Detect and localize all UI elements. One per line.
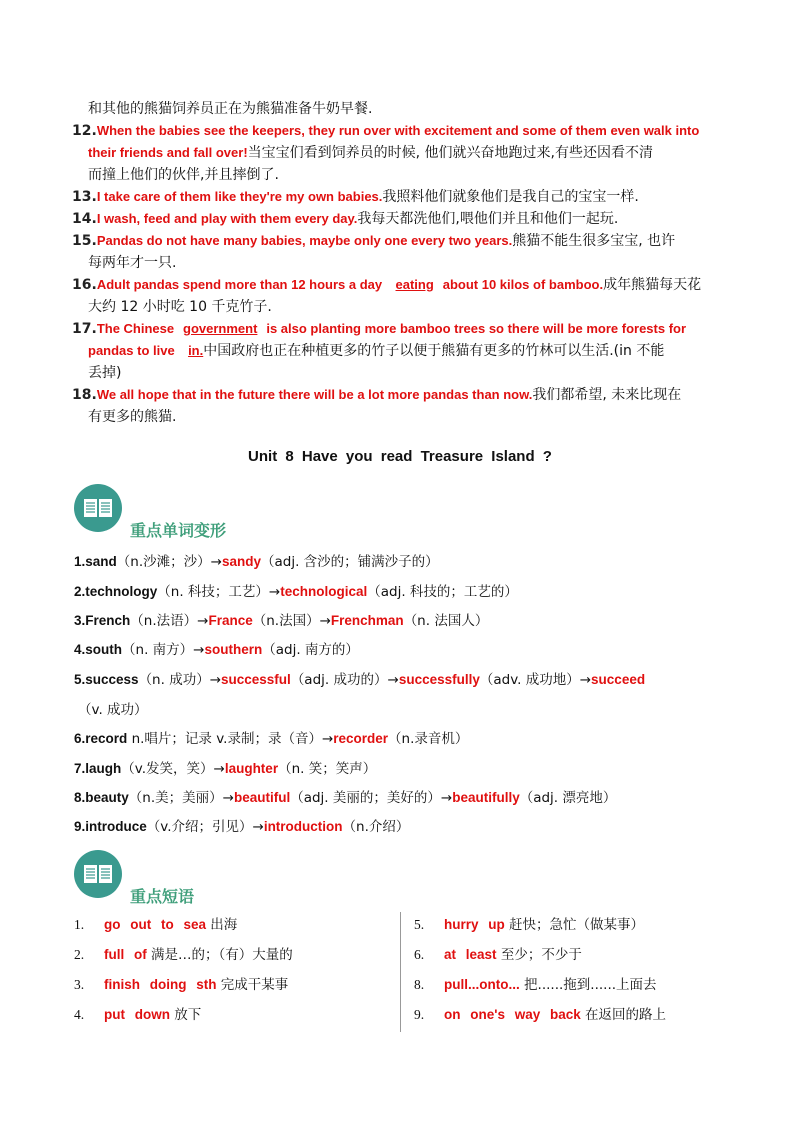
phrase-number: 6. (414, 947, 425, 962)
phrase-english: pull...onto... (444, 977, 520, 992)
vocab-gloss: （n.法国）→ (252, 613, 331, 629)
vocab-item (74, 729, 754, 749)
sentence-11-tail: 和其他的熊猫饲养员正在为熊猫准备牛奶早餐. (88, 101, 373, 117)
phrase-number: 2. (74, 947, 85, 962)
section-title-phrases: 重点短语 (130, 887, 195, 906)
phrase-number: 8. (414, 977, 425, 992)
vocab-gloss: （adj. 科技的；工艺的） (367, 584, 518, 600)
vocab-item (74, 759, 754, 779)
vocab-derived: introduction (263, 819, 343, 834)
phrase-english: at least (444, 947, 497, 962)
vocab-gloss: （adj. 南方的） (262, 642, 359, 658)
phrase-chinese: 把......拖到......上面去 (519, 977, 657, 993)
sentence-12-line3: 而撞上他们的伙伴,并且摔倒了. (88, 167, 279, 183)
vocab-gloss: （n. 笑；笑声） (278, 761, 377, 777)
phrase-english: put down (104, 1007, 170, 1022)
phrase-english: full of (104, 947, 147, 962)
vocab-gloss: （n. 南方）→ (122, 642, 205, 658)
phrase-chinese: 放下 (169, 1007, 202, 1023)
vocab-gloss: n.唱片；记录 v.录制；录（音）→ (127, 731, 334, 747)
vocab-derived: successfully (398, 672, 480, 687)
phrase-chinese: 完成干某事 (216, 977, 289, 993)
section-title-vocab: 重点单词变形 (130, 521, 227, 540)
phrase-english: go out to sea (104, 917, 206, 932)
sentence-12-line2: their friends and fall over!当宝宝们看到饲养员的时候, 他们就兴奋地跑过来,有些还因看不清 (88, 145, 654, 161)
vocab-derived: successful (221, 672, 291, 687)
sentence-15-line2: 每两年才一只. (88, 255, 177, 271)
sentence-17-line3: 丢掉) (88, 365, 122, 381)
phrase-item (74, 975, 288, 995)
vocab-gloss: （n.法语）→ (130, 613, 209, 629)
sentence-15: 15.Pandas do not have many babies, maybe only one every two years.熊猫不能生很多宝宝, 也许 (72, 233, 676, 249)
vocab-word: 2.technology (74, 584, 158, 599)
phrase-item (414, 915, 644, 935)
vocab-gloss: （n. 法国人） (403, 613, 489, 629)
vocab-gloss: （n.录音机） (388, 731, 469, 747)
vocab-item (74, 670, 754, 690)
phrase-number: 9. (414, 1007, 425, 1022)
vocab-gloss: （adj. 成功的）→ (290, 672, 399, 688)
vocab-word: 3.French (74, 613, 131, 628)
vocab-gloss: （v.介绍；引见）→ (146, 819, 264, 835)
vocab-item (74, 817, 754, 837)
vocab-word: 4.south (74, 642, 123, 657)
phrase-chinese: 在返回的路上 (580, 1007, 667, 1023)
vocab-derived: France (208, 613, 253, 628)
phrase-item (74, 945, 293, 965)
phrase-number: 4. (74, 1007, 85, 1022)
vocab-gloss: （adj. 含沙的；铺满沙子的） (260, 554, 439, 570)
vocab-gloss: （n.沙滩；沙）→ (116, 554, 222, 570)
vocab-derived: succeed (591, 672, 646, 687)
vocab-word: 6.record (74, 731, 128, 746)
vocab-word: 7.laugh (74, 761, 122, 776)
vocab-gloss: （adj. 美丽的；美好的）→ (290, 790, 453, 806)
vocab-gloss: （v.发笑，笑）→ (121, 761, 225, 777)
vocab-gloss: （n. 成功）→ (138, 672, 222, 688)
vocab-item (74, 552, 754, 572)
book-icon (74, 484, 122, 532)
vocab-item (74, 788, 754, 808)
phrase-item (74, 1005, 201, 1025)
sentence-18: 18.We all hope that in the future there will be a lot more pandas than now.我们都希望, 未来比现在 (72, 387, 682, 403)
sentence-17-line2: pandas to live in.中国政府也正在种植更多的竹子以便于熊猫有更多的竹林可以生活.(in 不能 (88, 343, 665, 359)
vocab-derived: technological (280, 584, 368, 599)
vocab-derived: southern (204, 642, 263, 657)
vocab-word: 1.sand (74, 554, 117, 569)
vocab-gloss: （n.介绍） (342, 819, 410, 835)
phrase-number: 5. (414, 917, 425, 932)
phrase-item (414, 945, 582, 965)
vocab-derived: Frenchman (330, 613, 404, 628)
vocab-item (74, 611, 754, 631)
sentence-12: 12.When the babies see the keepers, they run over with excitement and some of them even walk into (72, 123, 700, 139)
unit-title: Unit 8 Have you read Treasure Island ? (248, 448, 552, 465)
vocab-word: 8.beauty (74, 790, 129, 805)
phrase-english: hurry up (444, 917, 505, 932)
vocab-derived: laughter (224, 761, 279, 776)
sentence-13: 13.I take care of them like they're my own babies.我照料他们就象他们是我自己的宝宝一样. (72, 189, 639, 205)
phrase-chinese: 赶快；急忙（做某事） (504, 917, 645, 933)
vocab-derived: recorder (333, 731, 389, 746)
sentence-16: 16.Adult pandas spend more than 12 hours a day eating about 10 kilos of bamboo.成年熊猫每天花 (72, 277, 702, 293)
vocab-derived: beautiful (233, 790, 291, 805)
vocab-word: 5.success (74, 672, 139, 687)
vocab-item (74, 640, 754, 660)
phrase-item (414, 975, 657, 995)
vocab-gloss: （adv. 成功地）→ (479, 672, 592, 688)
vocab-gloss: （adj. 漂亮地） (519, 790, 617, 806)
book-icon (74, 850, 122, 898)
phrase-number: 1. (74, 917, 85, 932)
phrase-item (414, 1005, 666, 1025)
vocab-item (78, 700, 758, 720)
vocab-derived: sandy (221, 554, 261, 569)
vocab-gloss: （v. 成功） (78, 702, 148, 718)
phrase-item (74, 915, 237, 935)
column-divider (400, 912, 401, 1032)
phrase-number: 3. (74, 977, 85, 992)
vocab-derived: beautifully (452, 790, 520, 805)
sentence-14: 14.I wash, feed and play with them every day.我每天都洗他们,喂他们并且和他们一起玩. (72, 211, 619, 227)
sentence-17: 17.The Chinese government is also planting more bamboo trees so there will be more forests for (72, 321, 687, 337)
phrase-chinese: 至少；不少于 (496, 947, 582, 963)
phrase-english: finish doing sth (104, 977, 217, 992)
phrase-chinese: 满是…的；（有）大量的 (146, 947, 293, 963)
phrase-english: on one's way back (444, 1007, 581, 1022)
vocab-gloss: （n. 科技；工艺）→ (157, 584, 281, 600)
phrase-chinese: 出海 (206, 917, 238, 933)
vocab-item (74, 582, 754, 602)
sentence-18-line2: 有更多的熊猫. (88, 409, 177, 425)
sentence-16-line2: 大约 12 小时吃 10 千克竹子. (88, 299, 272, 315)
vocab-word: 9.introduce (74, 819, 147, 834)
vocab-gloss: （n.美；美丽）→ (128, 790, 234, 806)
